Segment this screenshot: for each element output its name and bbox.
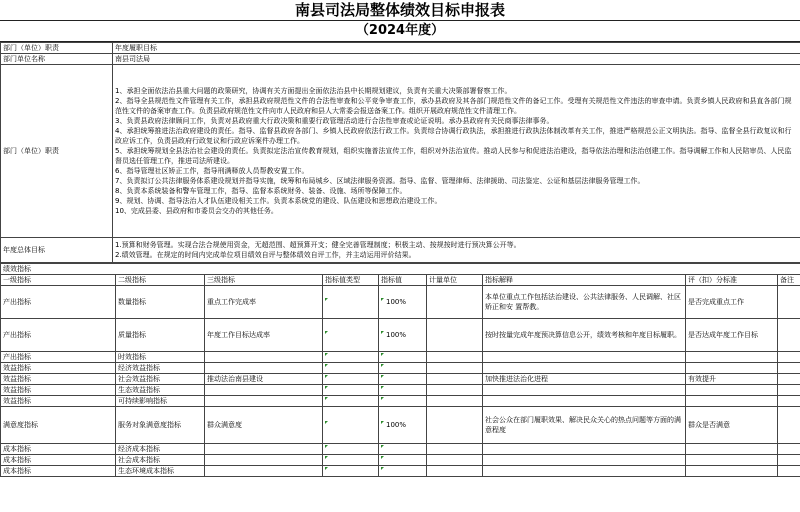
dept-value: 年度履职目标 xyxy=(113,43,800,54)
perf-cell-text: 群众满意度 xyxy=(207,421,242,429)
perf-cell-explain xyxy=(483,385,686,396)
perf-section-label: 绩效指标 xyxy=(1,264,800,275)
cell-marker-icon xyxy=(325,445,328,448)
perf-cell-note xyxy=(778,363,800,374)
perf-cell-score xyxy=(686,286,778,319)
annual-row xyxy=(1,238,800,263)
perf-cell-text: 满意度指标 xyxy=(3,420,38,429)
perf-cell-unit xyxy=(427,385,483,396)
perf-cell-type xyxy=(323,407,379,444)
perf-cell-text: 可持续影响指标 xyxy=(118,396,167,405)
cell-marker-icon xyxy=(381,445,384,448)
duty-item: 7、负责拟订公共法律服务体系建设规划并指导实施，统筹和布局城乡、区域法律服务资源。指导、监督、管理律师、法律援助、司法鉴定、公证和基层法律服务管理工作。 xyxy=(115,177,645,185)
perf-cell-l2 xyxy=(116,396,205,407)
perf-cell-note xyxy=(778,374,800,385)
perf-cell-type xyxy=(323,385,379,396)
perf-cell-text: 加快推进法治化进程 xyxy=(485,375,548,383)
perf-cell-text: 群众是否满意 xyxy=(688,421,730,429)
document-title: 南县司法局整体绩效目标申报表 xyxy=(0,0,800,21)
perf-cell-l2 xyxy=(116,444,205,455)
perf-cell-l2 xyxy=(116,466,205,477)
perf-cell-text: 有效提升 xyxy=(688,375,716,383)
cell-marker-icon xyxy=(381,421,384,424)
perf-cell-l1 xyxy=(1,444,116,455)
duty-item: 10、完成县委、县政府和市委员会交办的其他任务。 xyxy=(115,207,278,215)
perf-cell-value xyxy=(379,455,427,466)
perf-cell-l3 xyxy=(205,352,323,363)
perf-cell-text: 本单位重点工作包括法治建设、公共法律服务、人民调解、社区矫正和安 置帮教。 xyxy=(485,293,681,311)
perf-cell-score xyxy=(686,374,778,385)
perf-cell-l1 xyxy=(1,385,116,396)
perf-cell-unit xyxy=(427,374,483,385)
perf-cell-note xyxy=(778,319,800,352)
perf-cell-l3 xyxy=(205,444,323,455)
annual-goal-item: 1.预算和财务管理。实现合法合规使用资金，无超范围、超预算开支；健全完善管理制度；积极主动、按规按时进行预决算公开等。 xyxy=(115,241,521,249)
perf-cell-value xyxy=(379,385,427,396)
duty-item: 1、承担全面依法治县重大问题的政策研究，协调有关方面提出全面依法治县中长期规划建议，负责有关重大决策部署督察工作。 xyxy=(115,87,512,95)
perf-cell-score xyxy=(686,396,778,407)
perf-cell-value xyxy=(379,286,427,319)
perf-cell-text: 经济效益指标 xyxy=(118,363,160,372)
perf-cell-type xyxy=(323,444,379,455)
cell-marker-icon xyxy=(381,353,384,356)
perf-cell-text: 100% xyxy=(386,297,407,306)
cell-marker-icon xyxy=(325,353,328,356)
cell-marker-icon xyxy=(381,331,384,334)
perf-cell-type xyxy=(323,396,379,407)
l1-header: 一级指标 xyxy=(1,275,116,286)
unit-label: 部门单位名称 xyxy=(1,54,113,65)
perf-cell-text: 服务对象满意度指标 xyxy=(118,420,181,429)
perf-cell-value xyxy=(379,466,427,477)
cell-marker-icon xyxy=(381,456,384,459)
perf-header-row xyxy=(1,275,800,286)
perf-cell-l1 xyxy=(1,286,116,319)
perf-row xyxy=(1,352,800,363)
perf-cell-explain xyxy=(483,363,686,374)
perf-cell-note xyxy=(778,455,800,466)
perf-cell-note xyxy=(778,352,800,363)
perf-cell-text: 效益指标 xyxy=(3,396,31,405)
perf-cell-explain xyxy=(483,352,686,363)
perf-cell-l3 xyxy=(205,363,323,374)
perf-cell-l2 xyxy=(116,319,205,352)
dept-label: 部门（单位）职责 xyxy=(1,43,113,54)
perf-cell-l1 xyxy=(1,352,116,363)
perf-cell-l1 xyxy=(1,455,116,466)
cell-marker-icon xyxy=(381,375,384,378)
perf-cell-l1 xyxy=(1,363,116,374)
cell-marker-icon xyxy=(381,364,384,367)
cell-marker-icon xyxy=(325,456,328,459)
duty-item: 3、负责县政府法律顾问工作，负责对县政府重大行政决策和重要行政管理活动进行合法性审查或论证说明。承办县政府有关民商事法律事务。 xyxy=(115,117,554,125)
perf-cell-text: 效益指标 xyxy=(3,374,31,383)
perf-cell-text: 产出指标 xyxy=(3,330,31,339)
cell-marker-icon xyxy=(325,331,328,334)
perf-cell-text: 是否达成年度工作目标 xyxy=(688,331,758,339)
perf-cell-text: 推动法治南县建设 xyxy=(207,375,263,383)
perf-row xyxy=(1,286,800,319)
perf-cell-l2 xyxy=(116,374,205,385)
perf-cell-type xyxy=(323,455,379,466)
perf-cell-score xyxy=(686,385,778,396)
duty-item: 9、规划、协调、指导法治人才队伍建设相关工作。负责本系统党的建设、队伍建设和思想政治建设工作。 xyxy=(115,197,442,205)
perf-cell-value xyxy=(379,444,427,455)
perf-cell-unit xyxy=(427,444,483,455)
unit-header: 计量单位 xyxy=(427,275,483,286)
perf-cell-text: 重点工作完成率 xyxy=(207,298,256,306)
perf-row xyxy=(1,466,800,477)
perf-cell-value xyxy=(379,407,427,444)
duty-item: 6、指导管理社区矫正工作，指导刑满释放人员帮教安置工作。 xyxy=(115,167,309,175)
perf-cell-text: 效益指标 xyxy=(3,363,31,372)
duties-content xyxy=(113,65,800,238)
perf-cell-l2 xyxy=(116,407,205,444)
cell-marker-icon xyxy=(325,375,328,378)
perf-cell-explain xyxy=(483,286,686,319)
unit-value: 南县司法局 xyxy=(113,54,800,65)
perf-cell-type xyxy=(323,466,379,477)
perf-cell-text: 100% xyxy=(386,330,407,339)
perf-cell-type xyxy=(323,363,379,374)
perf-cell-note xyxy=(778,466,800,477)
cell-marker-icon xyxy=(325,364,328,367)
cell-marker-icon xyxy=(381,386,384,389)
annual-goal-item: 2.绩效管理。在规定的时间内完成单位项目绩效自评与整体绩效自评工作，并主动运用评价结果。 xyxy=(115,251,416,259)
perf-row xyxy=(1,444,800,455)
perf-cell-explain xyxy=(483,444,686,455)
perf-cell-unit xyxy=(427,286,483,319)
perf-cell-l2 xyxy=(116,286,205,319)
perf-cell-unit xyxy=(427,407,483,444)
cell-marker-icon xyxy=(325,467,328,470)
perf-cell-score xyxy=(686,444,778,455)
perf-cell-l3 xyxy=(205,396,323,407)
value-header: 指标值 xyxy=(379,275,427,286)
perf-cell-explain xyxy=(483,455,686,466)
perf-cell-note xyxy=(778,444,800,455)
perf-cell-text: 质量指标 xyxy=(118,330,146,339)
perf-row xyxy=(1,374,800,385)
perf-cell-l3 xyxy=(205,374,323,385)
perf-cell-value xyxy=(379,352,427,363)
perf-cell-note xyxy=(778,385,800,396)
perf-cell-unit xyxy=(427,455,483,466)
perf-row xyxy=(1,396,800,407)
perf-cell-text: 成本指标 xyxy=(3,466,31,475)
perf-cell-score xyxy=(686,455,778,466)
perf-cell-explain xyxy=(483,396,686,407)
perf-cell-unit xyxy=(427,319,483,352)
perf-cell-l1 xyxy=(1,319,116,352)
perf-row xyxy=(1,319,800,352)
annual-list xyxy=(115,240,798,260)
perf-cell-type xyxy=(323,319,379,352)
perf-row xyxy=(1,407,800,444)
perf-cell-l3 xyxy=(205,385,323,396)
perf-cell-l2 xyxy=(116,363,205,374)
perf-cell-l2 xyxy=(116,352,205,363)
perf-cell-explain xyxy=(483,407,686,444)
perf-row xyxy=(1,363,800,374)
perf-cell-type xyxy=(323,374,379,385)
cell-marker-icon xyxy=(381,467,384,470)
cell-marker-icon xyxy=(325,397,328,400)
perf-cell-note xyxy=(778,396,800,407)
perf-cell-explain xyxy=(483,319,686,352)
perf-cell-text: 社会效益指标 xyxy=(118,374,160,383)
perf-cell-type xyxy=(323,286,379,319)
duty-item: 8、负责本系统装备和警车管理工作，指导、监督本系统财务、装备、设施、场所等保障工作。 xyxy=(115,187,407,195)
perf-cell-l1 xyxy=(1,374,116,385)
perf-cell-text: 社会公众在部门履职效果、解决民众关心的热点问题等方面的满意程度 xyxy=(485,416,681,434)
explain-header: 指标解释 xyxy=(483,275,686,286)
duties-label: 部门（单位）职责 xyxy=(1,65,113,238)
perf-cell-text: 成本指标 xyxy=(3,455,31,464)
perf-cell-score xyxy=(686,352,778,363)
cell-marker-icon xyxy=(381,298,384,301)
basic-info-table xyxy=(0,42,800,263)
cell-marker-icon xyxy=(381,397,384,400)
perf-cell-score xyxy=(686,407,778,444)
perf-cell-text: 社会成本指标 xyxy=(118,455,160,464)
annual-label: 年度总体目标 xyxy=(1,238,113,263)
cell-marker-icon xyxy=(325,421,328,424)
perf-cell-l1 xyxy=(1,466,116,477)
unit-row xyxy=(1,54,800,65)
performance-table xyxy=(0,263,800,477)
duty-item: 2、指导全县规范性文件管理有关工作，承担县政府规范性文件的合法性审查和公平竞争审查工作，承办县政府及其各部门规范性文件的备记工作。受理有关规范性文件违法的审查申请。负责乡镇人民政府和县直各部门规范性文件的备案审查工作。负责县政府规范性文件向市人民政府和县人大常委会报送备案工作。组织开展政府规范性文件清理工作。 xyxy=(115,97,792,115)
dept-row xyxy=(1,43,800,54)
duty-item: 4、承担统筹推进法治政府建设的责任。指导、监督县政府各部门、乡镇人民政府依法行政工作。负责综合协调行政执法，承担推进行政执法体制改革有关工作，推进严格规范公正文明执法。指导、监督全县行政复议和行政应诉工作，负责县政府行政复议和行政应诉案件办理工作。 xyxy=(115,127,792,145)
perf-cell-unit xyxy=(427,466,483,477)
perf-cell-l2 xyxy=(116,385,205,396)
annual-content xyxy=(113,238,800,263)
duties-list xyxy=(115,86,798,216)
cell-marker-icon xyxy=(325,298,328,301)
perf-cell-text: 是否完成重点工作 xyxy=(688,298,744,306)
perf-cell-text: 效益指标 xyxy=(3,385,31,394)
perf-cell-l3 xyxy=(205,455,323,466)
perf-cell-score xyxy=(686,319,778,352)
perf-cell-text: 数量指标 xyxy=(118,297,146,306)
perf-cell-text: 产出指标 xyxy=(3,297,31,306)
l3-header: 三级指标 xyxy=(205,275,323,286)
perf-row xyxy=(1,385,800,396)
perf-cell-unit xyxy=(427,396,483,407)
note-header: 备注 xyxy=(778,275,800,286)
perf-cell-note xyxy=(778,407,800,444)
perf-cell-value xyxy=(379,363,427,374)
perf-cell-l3 xyxy=(205,466,323,477)
perf-cell-value xyxy=(379,374,427,385)
perf-cell-score xyxy=(686,466,778,477)
perf-cell-type xyxy=(323,352,379,363)
perf-section-row xyxy=(1,264,800,275)
perf-cell-l3 xyxy=(205,286,323,319)
duty-item: 5、承担统筹规划全县法治社会建设的责任。负责拟定法治宣传教育规划，组织实施普法宣传工作，组织对外法治宣传。推动人民参与和促进法治建设，指导依法治理和法治创建工作。指导调解工作和人民陪审员、人民监督员选任管理工作，推进司法所建设。 xyxy=(115,147,792,165)
score-header: 评（扣）分标准 xyxy=(686,275,778,286)
perf-cell-l1 xyxy=(1,407,116,444)
duties-row xyxy=(1,65,800,238)
perf-cell-text: 100% xyxy=(386,420,407,429)
perf-cell-unit xyxy=(427,352,483,363)
perf-cell-l3 xyxy=(205,319,323,352)
perf-cell-note xyxy=(778,286,800,319)
perf-cell-value xyxy=(379,396,427,407)
perf-cell-text: 经济成本指标 xyxy=(118,444,160,453)
perf-cell-value xyxy=(379,319,427,352)
perf-cell-text: 年度工作目标达成率 xyxy=(207,331,270,339)
document-year: （2024年度） xyxy=(0,21,800,42)
l2-header: 二级指标 xyxy=(116,275,205,286)
perf-row xyxy=(1,455,800,466)
cell-marker-icon xyxy=(325,386,328,389)
perf-cell-unit xyxy=(427,363,483,374)
perf-cell-explain xyxy=(483,466,686,477)
perf-cell-text: 产出指标 xyxy=(3,352,31,361)
perf-cell-text: 按时按量完成年度预决算信息公开，绩效考核和年度目标履职。 xyxy=(485,331,681,339)
perf-cell-l3 xyxy=(205,407,323,444)
perf-cell-text: 时效指标 xyxy=(118,352,146,361)
perf-body xyxy=(1,286,800,477)
perf-cell-text: 生态环境成本指标 xyxy=(118,466,174,475)
perf-cell-l2 xyxy=(116,455,205,466)
perf-cell-score xyxy=(686,363,778,374)
perf-cell-text: 成本指标 xyxy=(3,444,31,453)
perf-cell-text: 生态效益指标 xyxy=(118,385,160,394)
perf-cell-explain xyxy=(483,374,686,385)
type-header: 指标值类型 xyxy=(323,275,379,286)
perf-cell-l1 xyxy=(1,396,116,407)
